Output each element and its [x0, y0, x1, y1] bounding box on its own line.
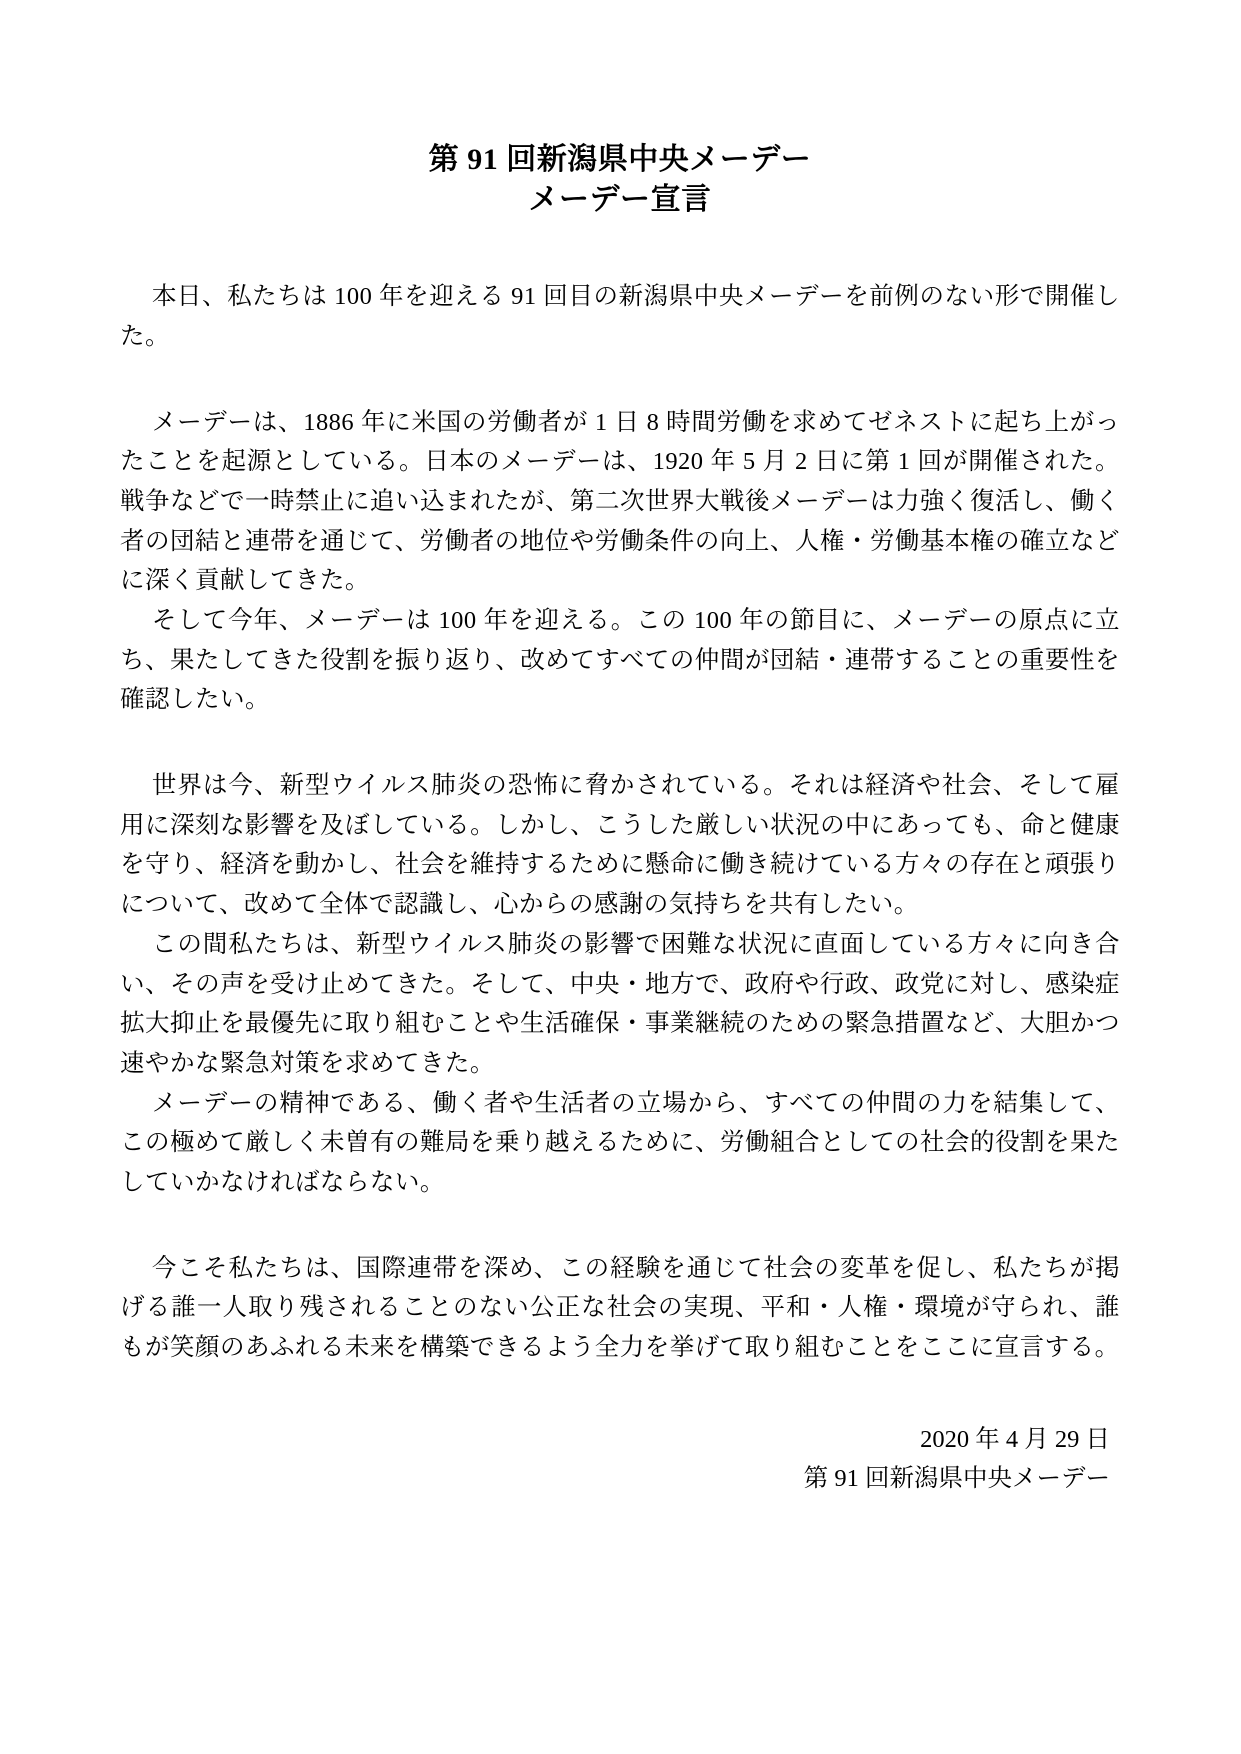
page-title: [120, 140, 1120, 219]
title-line-2: メーデー宣言: [528, 182, 712, 216]
signature-block: [120, 1420, 1120, 1499]
section-opening: [120, 277, 1120, 356]
section-history: [120, 403, 1120, 721]
paragraph: 本日、私たちは 100 年を迎える 91 回目の新潟県中央メーデーを前例のない形で開催した。: [120, 283, 1120, 350]
paragraph: 世界は今、新型ウイルス肺炎の恐怖に脅かされている。それは経済や社会、そして雇用に深刻な影響を及ぼしている。しかし、こうした厳しい状況の中にあっても、命と健康を守り、経済を動かし、社会を維持するために懸命に働き続けている方々の存在と頑張りについて、改めて全体で認識し、心からの感謝の気持ちを共有したい。: [120, 772, 1120, 919]
paragraph: そして今年、メーデーは 100 年を迎える。この 100 年の節目に、メーデーの原点に立ち、果たしてきた役割を振り返り、改めてすべての仲間が団結・連帯することの重要性を確認したい。: [120, 607, 1120, 714]
section-pandemic: [120, 766, 1120, 1203]
title-line-1: 第 91 回新潟県中央メーデー: [428, 143, 812, 176]
paragraph: この間私たちは、新型ウイルス肺炎の影響で困難な状況に直面している方々に向き合い、その声を受け止めてきた。そして、中央・地方で、政府や行政、政党に対し、感染症拡大抑止を最優先に取り組むことや生活確保・事業継続のための緊急措置など、大胆かつ速やかな緊急対策を求めてきた。: [120, 930, 1120, 1077]
paragraph: メーデーは、1886 年に米国の労働者が 1 日 8 時間労働を求めてゼネストに起ち上がったことを起源としている。日本のメーデーは、1920 年 5 月 2 日に第 1 回が開催された。戦争などで一時禁止に追い込まれたが、第二次世界大戦後メーデーは力強く復活し、働く者の団結と連帯を通じて、労働者の地位や労働条件の向上、人権・労働基本権の確立などに深く貢献してきた。: [120, 408, 1120, 595]
paragraph: メーデーの精神である、働く者や生活者の立場から、すべての仲間の力を結集して、この極めて厳しく未曽有の難局を乗り越えるために、労働組合としての社会的役割を果たしていかなければならない。: [120, 1089, 1120, 1196]
signature-organization: 第 91 回新潟県中央メーデー: [803, 1465, 1110, 1493]
document-body: [120, 277, 1120, 1499]
paragraph: 今こそ私たちは、国際連帯を深め、この経験を通じて社会の変革を促し、私たちが掲げる誰一人取り残されることのない公正な社会の実現、平和・人権・環境が守られ、誰もが笑顔のあふれる未来を構築できるよう全力を挙げて取り組むことをここに宣言する。: [120, 1254, 1120, 1361]
document-content: [120, 140, 1120, 1499]
signature-date: 2020 年 4 月 29 日: [920, 1425, 1110, 1453]
section-declaration: [120, 1249, 1120, 1368]
